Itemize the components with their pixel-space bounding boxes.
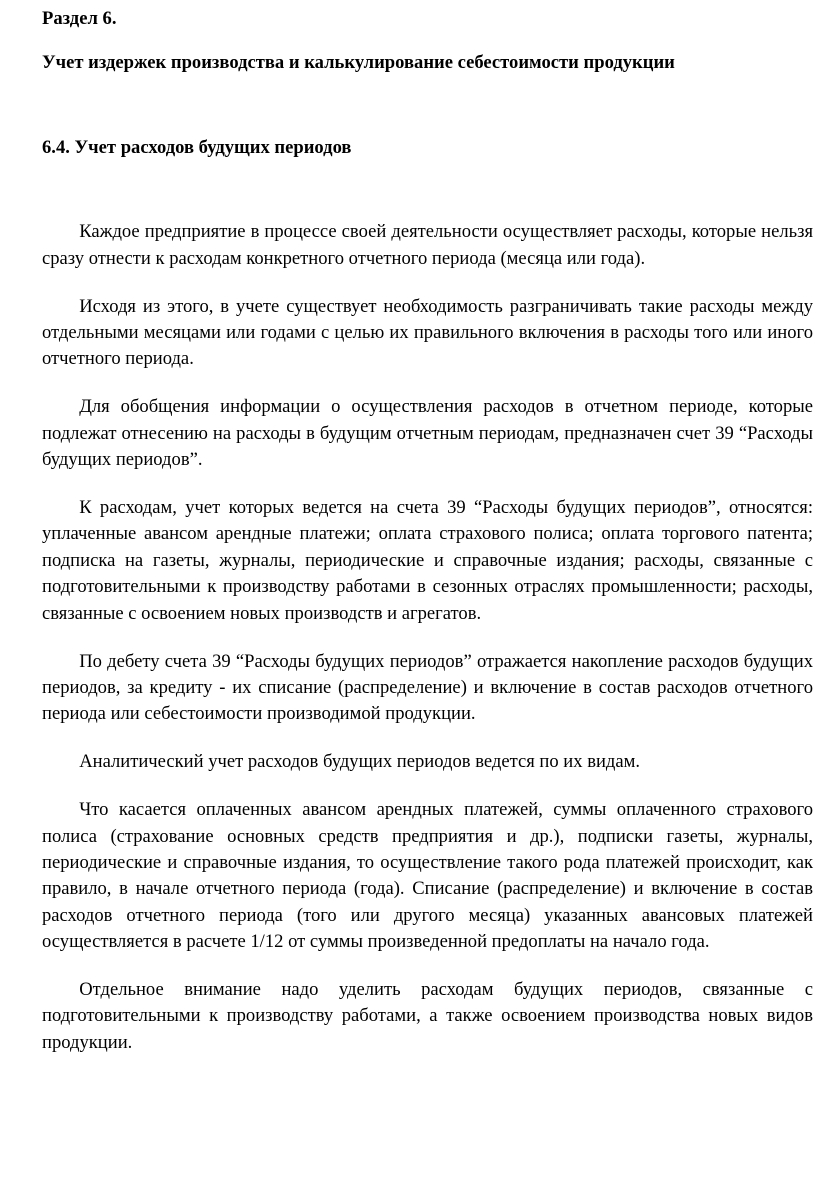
paragraph-6-text: Аналитический учет расходов будущих периодов ведется по их видам. — [79, 751, 641, 773]
paragraph-1 — [42, 219, 813, 272]
chapter-title: Учет издержек производства и калькулирование себестоимости продукции — [42, 52, 675, 74]
section-heading: Раздел 6. — [42, 8, 117, 29]
paragraph-4 — [42, 495, 813, 627]
paragraph-8 — [42, 977, 813, 1056]
paragraph-3 — [42, 394, 813, 473]
paragraph-6 — [42, 749, 813, 775]
paragraph-3-text: Для обобщения информации о осуществления расходов в отчетном периоде, которые подлежат отнесению на расходы в будущим отчетным периодам, предназначен счет 39 “Расходы будущих периодов”. — [42, 396, 813, 471]
paragraph-8-text: Отдельное внимание надо уделить расходам будущих периодов, связанные с подготовительными к производству работами, а также освоением производства новых видов продукции. — [42, 979, 813, 1053]
paragraph-2-text: Исходя из этого, в учете существует необходимость разграничивать такие расходы между отдельными месяцами или годами с целью их правильного включения в расходы того или иного отчетного периода. — [42, 295, 813, 370]
paragraph-5-text: По дебету счета 39 “Расходы будущих периодов” отражается накопление расходов будущих периодов, за кредиту - их списание (распределение) и включение в состав расходов отчетного периода или себестоимости производимой продукции. — [42, 650, 813, 725]
document-body — [42, 6, 813, 1078]
paragraph-7 — [42, 797, 813, 955]
paragraph-1-text: Каждое предприятие в процессе своей деятельности осуществляет расходы, которые нельзя сразу отнести к расходам конкретного отчетного периода (месяца или года). — [42, 221, 813, 269]
paragraph-4-text: К расходам, учет которых ведется на счета 39 “Расходы будущих периодов”, относятся: уплаченные авансом арендные платежи; оплата страхового полиса; оплата торгового патента; подписка на газеты, журналы, периодические и справочные издания; расходы, связанные с подготовительными к производству работами в сезонных отраслях промышленности; расходы, связанные с освоением новых производств и агрегатов. — [42, 496, 813, 624]
paragraph-7-text: Что касается оплаченных авансом арендных платежей, суммы оплаченного страхового полиса (страхование основных средств предприятия и др.), подписки газеты, журналы, периодические и справочные издания, то осуществление такого рода платежей происходит, как правило, в начале отчетного периода (года). Списание (распределение) и включение в состав расходов отчетного периода (того или другого месяца) указанных авансовых платежей осуществляется в расчете 1/12 от суммы произведенной предоплаты на начало года. — [42, 799, 813, 953]
paragraph-2 — [42, 294, 813, 373]
subsection-title: 6.4. Учет расходов будущих периодов — [42, 136, 352, 158]
paragraph-5 — [42, 649, 813, 728]
